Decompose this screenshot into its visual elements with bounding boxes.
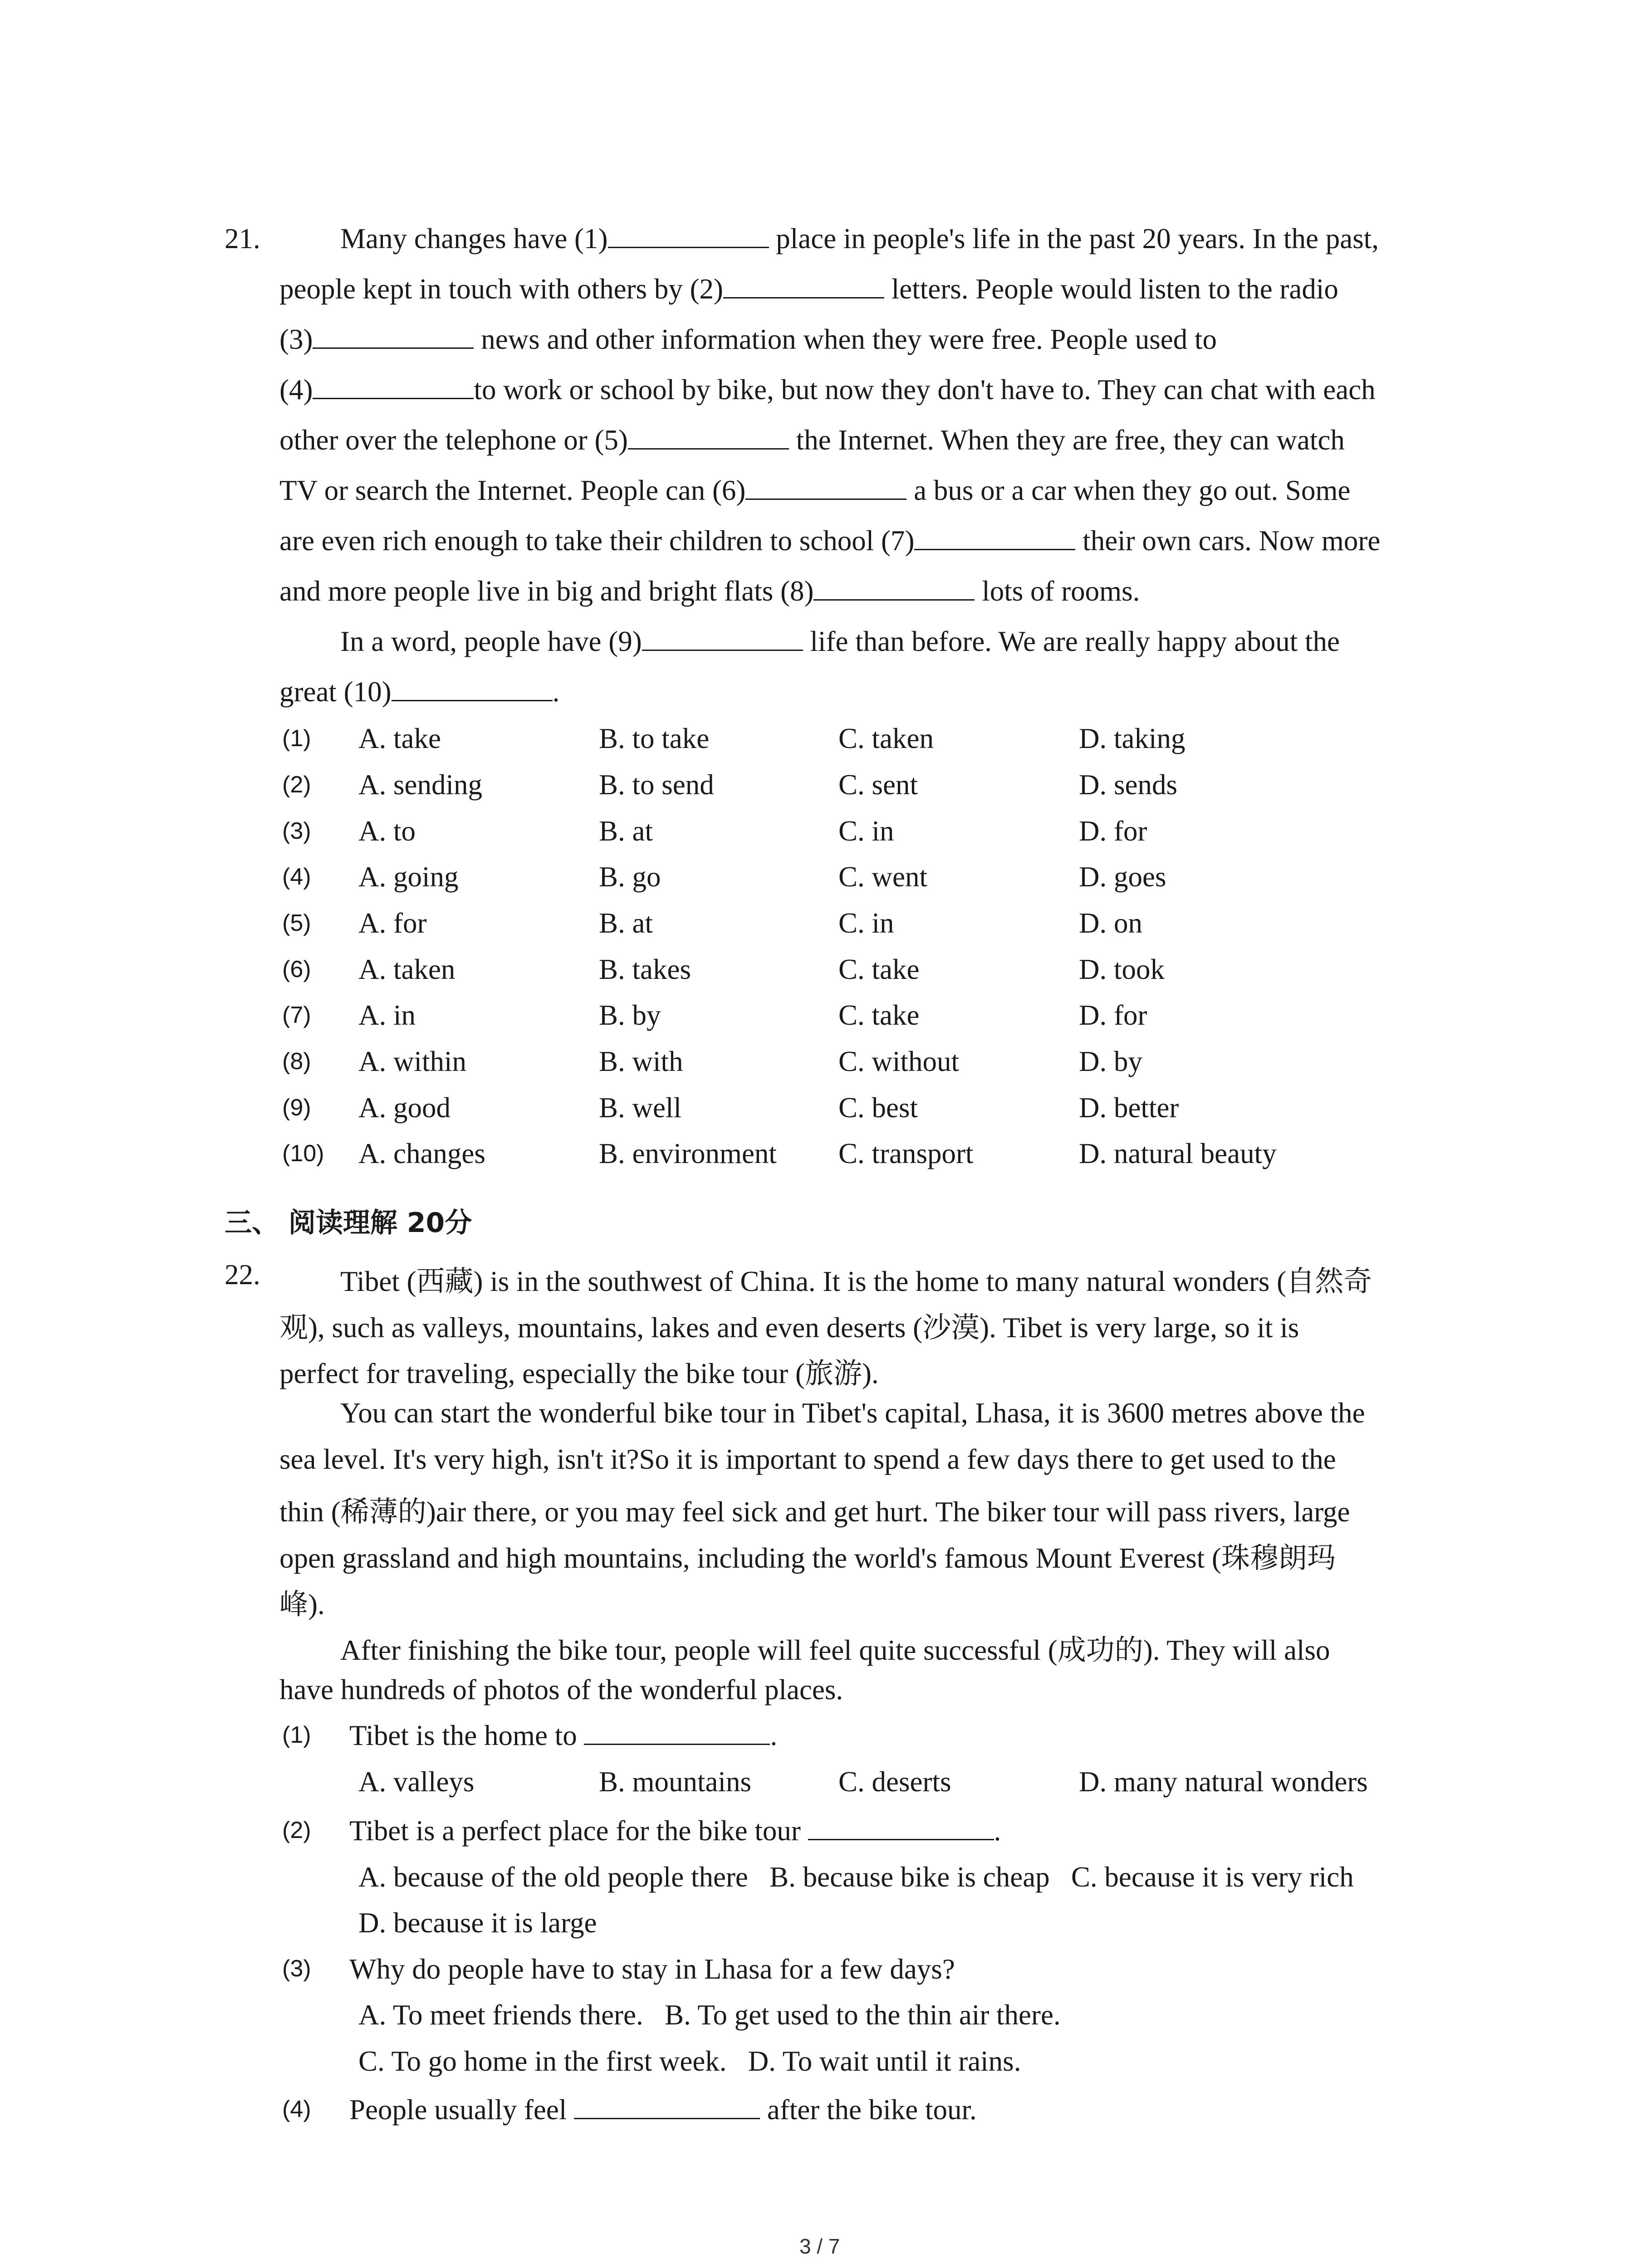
passage-line: Tibet (西藏) is in the southwest of China. It is the home to many natural wonders (自然奇 [340, 1266, 1372, 1297]
section-heading: 三、 阅读理解 20分 [225, 1207, 472, 1239]
stem-text: . [770, 1720, 778, 1751]
option-c[interactable]: C. in [838, 815, 894, 847]
option-b[interactable]: B. by [599, 999, 661, 1031]
option-b[interactable]: B. well [599, 1092, 681, 1124]
option-number: (2) [282, 772, 311, 798]
option-number: (1) [282, 725, 311, 752]
passage-line: thin (稀薄的)air there, or you may feel sick and get hurt. The biker tour will pass rivers, large [279, 1496, 1350, 1528]
option-d[interactable]: D. goes [1079, 861, 1166, 893]
option-line[interactable]: A. because of the old people there B. because bike is cheap C. because it is very rich [358, 1861, 1354, 1893]
passage-line [279, 675, 559, 709]
passage-line: sea level. It's very high, isn't it?So it is important to spend a few days there to get used to the [279, 1443, 1336, 1475]
passage-text: other over the telephone or (5) [279, 424, 628, 456]
answer-blank[interactable] [584, 1720, 770, 1745]
passage-text: Many changes have (1) [340, 223, 608, 254]
passage-line: have hundreds of photos of the wonderful places. [279, 1674, 843, 1706]
option-a[interactable]: A. take [358, 723, 441, 754]
passage-text: (3) [279, 323, 313, 355]
option-d[interactable]: D. by [1079, 1046, 1142, 1077]
passage-line [279, 323, 1217, 356]
page-number: 3 / 7 [799, 2234, 840, 2258]
answer-blank[interactable] [608, 223, 769, 248]
option-number: (8) [282, 1048, 311, 1075]
option-d[interactable]: D. natural beauty [1079, 1138, 1277, 1169]
stem-text: . [994, 1815, 1001, 1847]
option-d[interactable]: D. better [1079, 1092, 1179, 1124]
question-stem [349, 1814, 1001, 1848]
option-a[interactable]: A. to [358, 815, 416, 847]
passage-line [340, 222, 1379, 255]
passage-line [279, 424, 1345, 457]
option-d[interactable]: D. many natural wonders [1079, 1766, 1368, 1798]
option-d[interactable]: D. for [1079, 999, 1147, 1031]
answer-blank[interactable] [723, 274, 884, 298]
option-b[interactable]: B. to take [599, 723, 710, 754]
passage-line: After finishing the bike tour, people will feel quite successful (成功的). They will also [340, 1634, 1330, 1666]
option-d[interactable]: D. sends [1079, 769, 1177, 801]
option-c[interactable]: C. take [838, 999, 920, 1031]
passage-text: news and other information when they were free. People used to [474, 323, 1217, 355]
answer-blank[interactable] [914, 525, 1075, 550]
option-a[interactable]: A. going [358, 861, 459, 893]
passage-line [340, 625, 1340, 658]
passage-text: place in people's life in the past 20 years. In the past, [769, 223, 1379, 254]
question-number: 22. [225, 1259, 260, 1290]
option-d[interactable]: D. taking [1079, 723, 1185, 754]
option-c[interactable]: C. transport [838, 1138, 974, 1169]
option-a[interactable]: A. changes [358, 1138, 485, 1169]
question-sub-number: (1) [282, 1722, 311, 1748]
option-b[interactable]: B. at [599, 907, 653, 939]
option-number: (5) [282, 910, 311, 936]
passage-text: the Internet. When they are free, they can watch [789, 424, 1345, 456]
answer-blank[interactable] [313, 324, 474, 349]
passage-text: In a word, people have (9) [340, 626, 642, 657]
question-stem [349, 1719, 777, 1752]
answer-blank[interactable] [745, 475, 906, 500]
answer-blank[interactable] [813, 576, 975, 601]
answer-blank[interactable] [392, 676, 553, 701]
option-number: (3) [282, 818, 311, 844]
passage-line: 观), such as valleys, mountains, lakes and even deserts (沙漠). Tibet is very large, so it is [279, 1312, 1299, 1344]
option-c[interactable]: C. taken [838, 723, 934, 754]
option-a[interactable]: A. in [358, 999, 416, 1031]
stem-text: Tibet is a perfect place for the bike tour [349, 1815, 808, 1847]
passage-text: (4) [279, 374, 313, 406]
option-c[interactable]: C. went [838, 861, 927, 893]
option-b[interactable]: B. go [599, 861, 661, 893]
passage-line: open grassland and high mountains, including the world's famous Mount Everest (珠穆朗玛 [279, 1542, 1336, 1574]
option-number: (7) [282, 1002, 311, 1028]
answer-blank[interactable] [628, 425, 789, 450]
option-b[interactable]: B. takes [599, 953, 691, 985]
passage-text: a bus or a car when they go out. Some [906, 474, 1351, 506]
option-c[interactable]: C. take [838, 953, 920, 985]
passage-line [279, 273, 1338, 306]
passage-text: letters. People would listen to the radio [884, 273, 1338, 305]
option-c[interactable]: C. deserts [838, 1766, 951, 1798]
option-c[interactable]: C. without [838, 1046, 960, 1077]
passage-text: are even rich enough to take their children to school (7) [279, 525, 915, 557]
option-c[interactable]: C. in [838, 907, 894, 939]
option-line[interactable]: A. To meet friends there. B. To get used to the thin air there. [358, 1999, 1061, 2031]
passage-line [279, 575, 1140, 608]
option-number: (10) [282, 1140, 324, 1167]
question-stem [349, 2093, 977, 2126]
passage-text: to work or school by bike, but now they don't have to. They can chat with each [474, 374, 1376, 406]
option-a[interactable]: A. good [358, 1092, 451, 1124]
option-a[interactable]: A. for [358, 907, 427, 939]
option-line[interactable]: C. To go home in the first week. D. To wait until it rains. [358, 2045, 1021, 2077]
question-number: 21. [225, 223, 260, 254]
passage-text: great (10) [279, 676, 392, 708]
option-b[interactable]: B. at [599, 815, 653, 847]
option-d[interactable]: D. for [1079, 815, 1147, 847]
passage-text: TV or search the Internet. People can (6) [279, 474, 746, 506]
option-c[interactable]: C. best [838, 1092, 918, 1124]
option-a[interactable]: A. taken [358, 953, 456, 985]
passage-text: their own cars. Now more [1075, 525, 1381, 557]
option-a[interactable]: A. within [358, 1046, 467, 1077]
passage-text: lots of rooms. [975, 575, 1140, 607]
answer-blank[interactable] [642, 626, 803, 651]
answer-blank[interactable] [313, 374, 474, 399]
question-stem: Why do people have to stay in Lhasa for a few days? [349, 1953, 955, 1985]
passage-line [279, 474, 1350, 507]
question-sub-number: (4) [282, 2096, 311, 2122]
option-b[interactable]: B. environment [599, 1138, 777, 1169]
option-d[interactable]: D. on [1079, 907, 1142, 939]
passage-line [279, 373, 1376, 406]
passage-text: and more people live in big and bright flats (8) [279, 575, 814, 607]
option-b[interactable]: B. to send [599, 769, 714, 801]
question-sub-number: (3) [282, 1955, 311, 1982]
passage-line [279, 524, 1380, 557]
answer-blank[interactable] [808, 1815, 994, 1840]
passage-line: You can start the wonderful bike tour in Tibet's capital, Lhasa, it is 3600 metres above the [340, 1397, 1365, 1429]
passage-text: people kept in touch with others by (2) [279, 273, 724, 305]
passage-line: 峰). [279, 1589, 325, 1620]
option-number: (4) [282, 864, 311, 890]
option-d[interactable]: D. took [1079, 953, 1165, 985]
option-line[interactable]: D. because it is large [358, 1907, 597, 1939]
option-a[interactable]: A. valleys [358, 1766, 475, 1798]
stem-text: People usually feel [349, 2094, 574, 2126]
stem-text: Tibet is the home to [349, 1720, 584, 1751]
passage-line: perfect for traveling, especially the bike tour (旅游). [279, 1358, 879, 1389]
option-c[interactable]: C. sent [838, 769, 918, 801]
answer-blank[interactable] [574, 2094, 760, 2119]
option-a[interactable]: A. sending [358, 769, 482, 801]
passage-text: life than before. We are really happy about the [803, 626, 1340, 657]
option-number: (6) [282, 956, 311, 982]
option-number: (9) [282, 1095, 311, 1121]
stem-text: after the bike tour. [760, 2094, 977, 2126]
option-b[interactable]: B. mountains [599, 1766, 752, 1798]
question-sub-number: (2) [282, 1817, 311, 1843]
option-b[interactable]: B. with [599, 1046, 683, 1077]
passage-text: . [552, 676, 560, 708]
